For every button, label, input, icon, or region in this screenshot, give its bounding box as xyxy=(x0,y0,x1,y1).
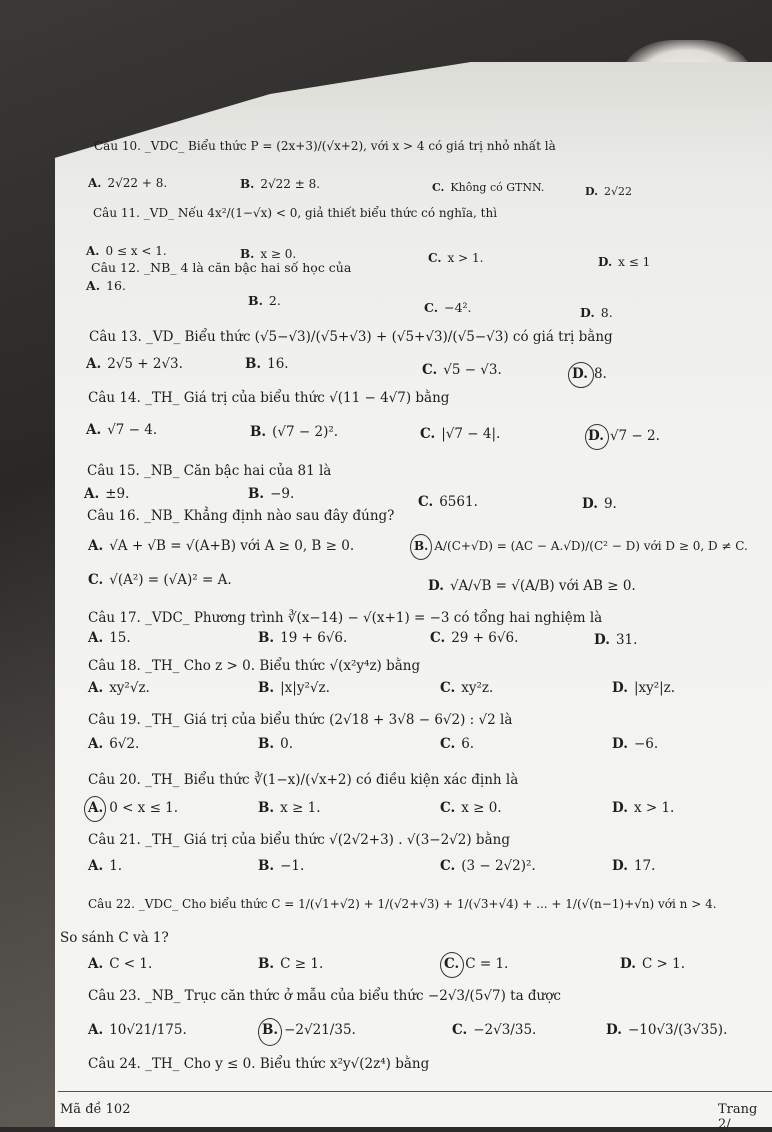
q19-stem: Câu 19. _TH_ Giá trị của biểu thức (2√18 + 3√8 − 6√2) : √2 là xyxy=(88,712,513,728)
q14-option-c[interactable]: C. |√7 − 4|. xyxy=(420,426,501,442)
q12-option-c[interactable]: C. −4². xyxy=(424,300,472,315)
q21-option-b[interactable]: B. −1. xyxy=(258,858,305,874)
q22-option-a[interactable]: A. C < 1. xyxy=(88,956,153,972)
q14-stem: Câu 14. _TH_ Giá trị của biểu thức √(11 − 4√7) bằng xyxy=(88,390,450,406)
q21-option-a[interactable]: A. 1. xyxy=(88,858,123,874)
q14-option-a[interactable]: A. √7 − 4. xyxy=(86,422,158,438)
q19-option-a[interactable]: A. 6√2. xyxy=(88,736,140,752)
q11-option-d[interactable]: D. x ≤ 1 xyxy=(598,255,651,269)
footer-divider xyxy=(58,1091,772,1092)
q21-option-c[interactable]: C. (3 − 2√2)². xyxy=(440,858,536,874)
q17-option-c[interactable]: C. 29 + 6√6. xyxy=(430,630,519,646)
q12-stem: Câu 12. _NB_ 4 là căn bậc hai số học của xyxy=(91,260,352,275)
q13-option-a[interactable]: A. 2√5 + 2√3. xyxy=(86,356,183,372)
q17-stem: Câu 17. _VDC_ Phương trình ∛(x−14) − √(x+1) = −3 có tổng hai nghiệm là xyxy=(88,610,603,626)
q10-option-b[interactable]: B. 2√22 ± 8. xyxy=(240,177,321,191)
q16-stem: Câu 16. _NB_ Khẳng định nào sau đây đúng? xyxy=(87,508,395,524)
q21-stem: Câu 21. _TH_ Giá trị của biểu thức √(2√2+3) . √(3−2√2) bằng xyxy=(88,832,510,848)
q17-option-b[interactable]: B. 19 + 6√6. xyxy=(258,630,348,646)
q22-option-d[interactable]: D. C > 1. xyxy=(620,956,686,972)
page-number: Trang 2/ xyxy=(718,1102,758,1132)
q23-stem: Câu 23. _NB_ Trục căn thức ở mẫu của biểu thức −2√3/(5√7) ta được xyxy=(88,988,561,1004)
q22-stem: Câu 22. _VDC_ Cho biểu thức C = 1/(√1+√2) + 1/(√2+√3) + 1/(√3+√4) + ... + 1/(√(n−1)+√n) với n > 4. xyxy=(88,897,717,911)
q22-stem-line2: So sánh C và 1? xyxy=(60,930,169,946)
q15-option-b[interactable]: B. −9. xyxy=(248,486,295,502)
q11-option-b[interactable]: B. x ≥ 0. xyxy=(240,247,297,261)
q19-option-b[interactable]: B. 0. xyxy=(258,736,294,752)
q18-option-c[interactable]: C. xy²z. xyxy=(440,680,494,696)
q12-option-a[interactable]: A. 16. xyxy=(86,278,126,293)
q23-option-d[interactable]: D. −10√3/(3√35). xyxy=(606,1022,728,1038)
q20-option-a[interactable]: A. 0 < x ≤ 1. xyxy=(88,800,179,816)
q15-option-c[interactable]: C. 6561. xyxy=(418,494,478,510)
q24-stem: Câu 24. _TH_ Cho y ≤ 0. Biểu thức x²y√(2z⁴) bằng xyxy=(88,1056,430,1072)
q20-option-b[interactable]: B. x ≥ 1. xyxy=(258,800,321,816)
q13-option-b[interactable]: B. 16. xyxy=(245,356,289,372)
q12-option-b[interactable]: B. 2. xyxy=(248,293,281,308)
q21-option-d[interactable]: D. 17. xyxy=(612,858,656,874)
q15-stem: Câu 15. _NB_ Căn bậc hai của 81 là xyxy=(87,463,332,479)
q18-option-b[interactable]: B. |x|y²√z. xyxy=(258,680,330,696)
q10-option-c[interactable]: C. Không có GTNN. xyxy=(432,181,545,194)
q11-stem: Câu 11. _VD_ Nếu 4x²/(1−√x) < 0, giả thiết biểu thức có nghĩa, thì xyxy=(93,206,498,220)
q23-option-c[interactable]: C. −2√3/35. xyxy=(452,1022,537,1038)
q11-option-a[interactable]: A. 0 ≤ x < 1. xyxy=(86,244,167,258)
q18-stem: Câu 18. _TH_ Cho z > 0. Biểu thức √(x²y⁴z) bằng xyxy=(88,658,421,674)
q20-option-d[interactable]: D. x > 1. xyxy=(612,800,675,816)
q20-stem: Câu 20. _TH_ Biểu thức ∛(1−x)/(√x+2) có điều kiện xác định là xyxy=(88,772,519,788)
q23-option-b[interactable]: B. −2√21/35. xyxy=(262,1022,356,1038)
q10-option-d[interactable]: D. 2√22 xyxy=(585,185,632,198)
q18-option-d[interactable]: D. |xy²|z. xyxy=(612,680,676,696)
q18-option-a[interactable]: A. xy²√z. xyxy=(88,680,150,696)
q19-option-d[interactable]: D. −6. xyxy=(612,736,659,752)
q11-option-c[interactable]: C. x > 1. xyxy=(428,251,484,265)
q14-option-b[interactable]: B. (√7 − 2)². xyxy=(250,424,339,440)
q19-option-c[interactable]: C. 6. xyxy=(440,736,475,752)
q13-option-c[interactable]: C. √5 − √3. xyxy=(422,362,502,378)
q16-option-b[interactable]: B. A/(C+√D) = (AC − A.√D)/(C² − D) với D ≥ 0, D ≠ C. xyxy=(414,539,748,553)
q10-option-a[interactable]: A. 2√22 + 8. xyxy=(88,176,168,190)
q15-option-d[interactable]: D. 9. xyxy=(582,496,617,512)
q22-option-b[interactable]: B. C ≥ 1. xyxy=(258,956,324,972)
q17-option-d[interactable]: D. 31. xyxy=(594,632,638,648)
q10-stem: Câu 10. _VDC_ Biểu thức P = (2x+3)/(√x+2), với x > 4 có giá trị nhỏ nhất là xyxy=(94,139,556,153)
q17-option-a[interactable]: A. 15. xyxy=(88,630,131,646)
q14-option-d[interactable]: D. √7 − 2. xyxy=(588,428,660,444)
q15-option-a[interactable]: A. ±9. xyxy=(84,486,130,502)
q20-option-c[interactable]: C. x ≥ 0. xyxy=(440,800,502,816)
exam-code: Mã đề 102 xyxy=(60,1102,131,1117)
q13-stem: Câu 13. _VD_ Biểu thức (√5−√3)/(√5+√3) + (√5+√3)/(√5−√3) có giá trị bằng xyxy=(89,329,613,345)
q22-option-c[interactable]: C. C = 1. xyxy=(444,956,509,972)
q16-option-a[interactable]: A. √A + √B = √(A+B) với A ≥ 0, B ≥ 0. xyxy=(88,538,355,554)
q23-option-a[interactable]: A. 10√21/175. xyxy=(88,1022,187,1038)
q16-option-c[interactable]: C. √(A²) = (√A)² = A. xyxy=(88,572,232,588)
q13-option-d[interactable]: D. 8. xyxy=(572,366,607,382)
q12-option-d[interactable]: D. 8. xyxy=(580,305,613,320)
q16-option-d[interactable]: D. √A/√B = √(A/B) với AB ≥ 0. xyxy=(428,578,636,594)
